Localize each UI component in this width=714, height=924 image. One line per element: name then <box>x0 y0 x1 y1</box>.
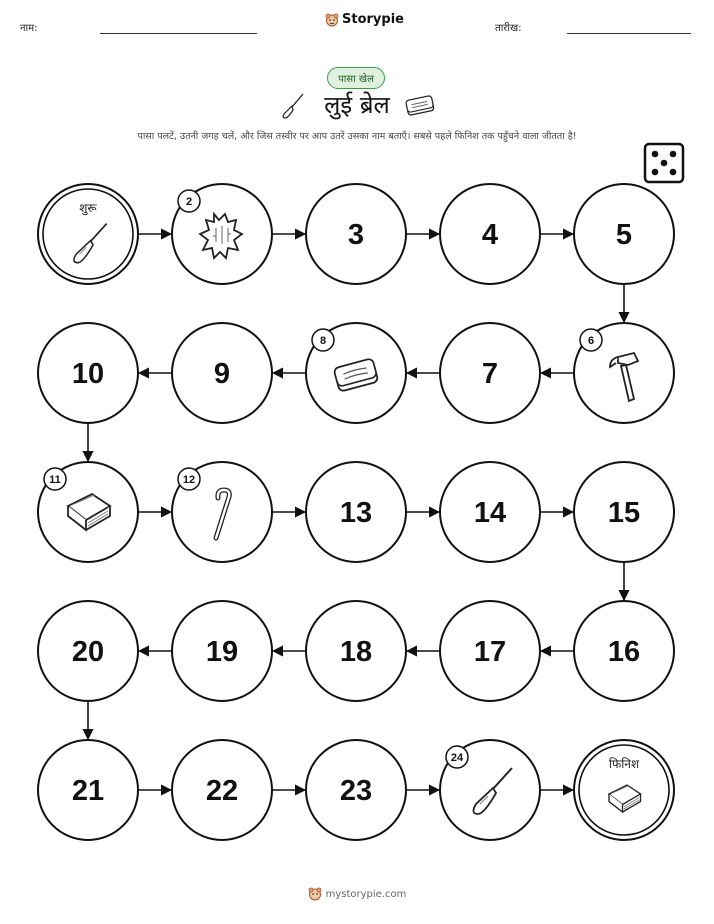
board-space-7[interactable] <box>440 323 540 423</box>
brand-name: Storypie <box>342 12 404 27</box>
board-space-3[interactable] <box>306 184 406 284</box>
space-badge-number: 11 <box>49 474 61 486</box>
board-space-22[interactable] <box>172 740 272 840</box>
space-badge-number: 24 <box>450 752 464 764</box>
space-number: 22 <box>205 775 239 807</box>
board-space-18[interactable] <box>306 601 406 701</box>
board-space-9[interactable] <box>172 323 272 423</box>
space-badge-number: 8 <box>319 335 327 347</box>
board-space-24[interactable] <box>440 740 540 840</box>
board-space-10[interactable] <box>38 323 138 423</box>
finish-label: फिनिश <box>608 757 640 771</box>
space-badge-number: 6 <box>587 335 595 347</box>
space-number: 15 <box>607 497 641 529</box>
board-space-21[interactable] <box>38 740 138 840</box>
game-type-badge: पासा खेल <box>327 67 385 89</box>
board-space-12[interactable] <box>172 462 272 562</box>
page-title: लुई ब्रेल <box>324 91 390 119</box>
space-badge-number: 12 <box>182 474 196 486</box>
board-space-19[interactable] <box>172 601 272 701</box>
space-number: 17 <box>473 636 507 668</box>
board-space-17[interactable] <box>440 601 540 701</box>
space-number: 18 <box>339 636 373 668</box>
space-number: 9 <box>213 358 231 390</box>
space-number: 16 <box>607 636 641 668</box>
name-label: नाम: <box>20 23 38 34</box>
board-space-20[interactable] <box>38 601 138 701</box>
date-label: तारीख: <box>495 23 522 34</box>
space-number: 20 <box>71 636 105 668</box>
board-space-2[interactable] <box>172 184 272 284</box>
storypie-mascot-icon <box>308 887 322 901</box>
board-space-16[interactable] <box>574 601 674 701</box>
board-space-4[interactable] <box>440 184 540 284</box>
footer <box>0 887 714 901</box>
space-number: 5 <box>615 219 633 251</box>
space-badge-number: 2 <box>185 196 193 208</box>
start-space[interactable] <box>38 184 138 284</box>
start-label: शुरू <box>79 201 97 215</box>
space-circle <box>38 184 138 284</box>
board-space-5[interactable] <box>574 184 674 284</box>
board-cells <box>38 184 674 840</box>
board-space-6[interactable] <box>574 323 674 423</box>
board-space-8[interactable] <box>306 323 406 423</box>
board-space-15[interactable] <box>574 462 674 562</box>
space-number: 19 <box>205 636 239 668</box>
space-number: 3 <box>347 219 365 251</box>
board-space-13[interactable] <box>306 462 406 562</box>
space-number: 10 <box>71 358 105 390</box>
space-number: 21 <box>71 775 105 807</box>
footer-url[interactable]: mystorypie.com <box>325 888 407 900</box>
finish-space[interactable] <box>574 740 674 840</box>
instructions-text: पासा पलटें, उतनी जगह चलें, और जिस तस्वीर पर आप उतरें उसका नाम बताएँ। सबसे पहले फिनिश तक पहुँचने वाला जीतता है! <box>137 131 577 142</box>
board-space-11[interactable] <box>38 462 138 562</box>
space-number: 7 <box>481 358 499 390</box>
space-number: 23 <box>339 775 373 807</box>
space-number: 13 <box>339 497 373 529</box>
space-number: 4 <box>481 219 499 251</box>
board-space-14[interactable] <box>440 462 540 562</box>
space-number: 14 <box>473 497 507 529</box>
board-space-23[interactable] <box>306 740 406 840</box>
